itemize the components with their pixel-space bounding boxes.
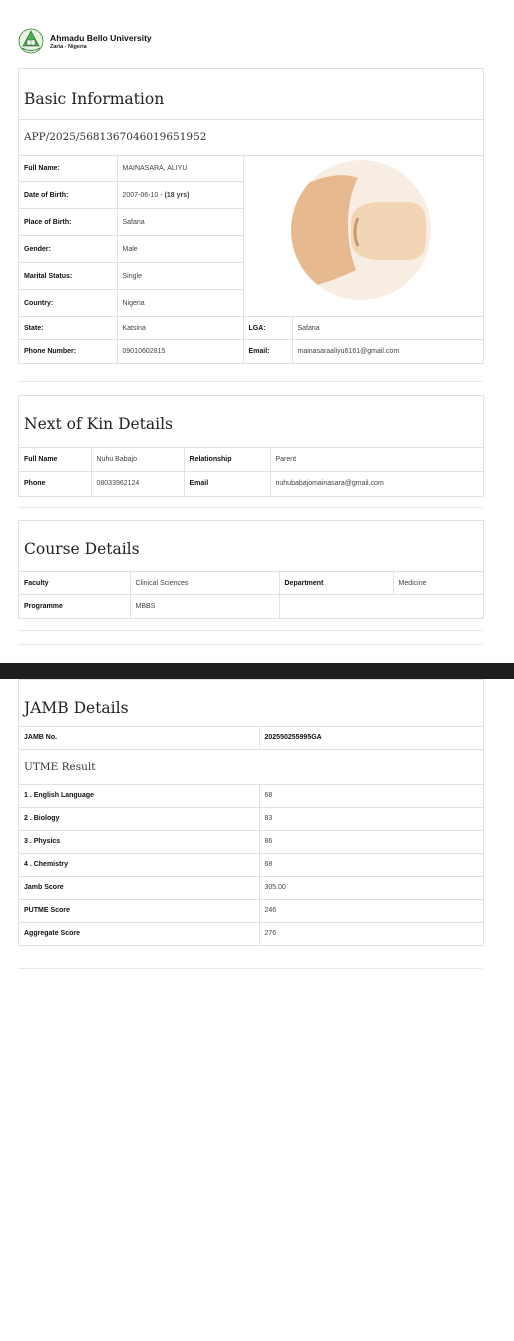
basic-information-table [19,155,483,363]
phone-number-value: 09010602815 [117,340,243,363]
section-divider [18,381,482,382]
full-name-label: Full Name: [19,156,117,182]
basic-information-title: Basic Information [24,90,165,108]
gender-label: Gender: [19,236,117,263]
email-label: Email: [243,340,292,363]
course-details-title: Course Details [24,540,140,558]
date-of-birth-date: 2007-06-10 - [122,191,165,199]
lga-label: LGA: [243,317,292,340]
passport-photo-placeholder-icon [286,160,436,300]
state-value: Katsina [117,317,243,340]
utme-result-title: UTME Result [19,749,483,784]
country-value: Nigeria [117,290,243,317]
utme-result-table [19,784,483,946]
jamb-number-label: JAMB No. [19,727,259,749]
faculty-value: Clinical Sciences [130,572,279,595]
phone-number-label: Phone Number: [19,340,117,363]
university-name: Ahmadu Bello University [50,33,152,43]
state-label: State: [19,317,117,340]
marital-status-label: Marital Status: [19,263,117,290]
result-label: Jamb Score [19,876,259,899]
age-value: (18 yrs) [164,191,190,199]
result-label: 1 . English Language [19,784,259,807]
course-details-card [18,520,484,619]
result-label: PUTME Score [19,899,259,922]
university-location: Zaria - Nigeria [50,44,87,50]
kin-email-label: Email [184,472,270,496]
document-page-2 [0,679,514,1341]
result-value: 68 [259,784,483,807]
place-of-birth-value: Safana [117,209,243,236]
lga-value: Safana [292,317,483,340]
country-label: Country: [19,290,117,317]
next-of-kin-title: Next of Kin Details [24,415,174,433]
programme-label: Programme [19,595,130,618]
passport-photo-cell [243,156,483,317]
section-divider [18,630,482,631]
result-value: 305.00 [259,876,483,899]
kin-full-name-value: Nuhu Babajo [91,448,184,472]
result-label: 3 . Physics [19,830,259,853]
department-label: Department [279,572,393,595]
gender-value: Male [117,236,243,263]
university-header [18,28,152,54]
application-number: APP/2025/5681367046019651952 [19,119,483,155]
empty-cell [279,595,483,618]
date-of-birth-label: Date of Birth: [19,182,117,209]
section-divider [18,644,482,645]
next-of-kin-table [19,447,483,496]
jamb-details-title: JAMB Details [24,699,129,717]
course-details-table [19,571,483,618]
section-divider [18,968,482,969]
result-value: 86 [259,830,483,853]
kin-relationship-label: Relationship [184,448,270,472]
kin-phone-value: 08033962124 [91,472,184,496]
kin-phone-label: Phone [19,472,91,496]
next-of-kin-card [18,395,484,497]
section-divider [18,507,482,508]
basic-information-card [18,68,484,364]
kin-full-name-label: Full Name [19,448,91,472]
jamb-details-card [18,679,484,946]
email-value: mainasaraaliyu6161@gmail.com [292,340,483,363]
jamb-number-table [19,726,483,749]
place-of-birth-label: Place of Birth: [19,209,117,236]
result-value: 68 [259,853,483,876]
programme-value: MBBS [130,595,279,618]
result-value: 246 [259,899,483,922]
document-page-1 [0,0,514,663]
result-label: 4 . Chemistry [19,853,259,876]
full-name-value: MAINASARA, ALIYU [117,156,243,182]
kin-email-value: nuhubabajomainasara@gmail.com [270,472,483,496]
jamb-number-value: 202550255995GA [259,727,483,749]
faculty-label: Faculty [19,572,130,595]
date-of-birth-value [117,182,243,209]
marital-status-value: Single [117,263,243,290]
result-value: 276 [259,922,483,945]
department-value: Medicine [393,572,483,595]
result-value: 83 [259,807,483,830]
result-label: Aggregate Score [19,922,259,945]
kin-relationship-value: Parent [270,448,483,472]
result-label: 2 . Biology [19,807,259,830]
university-logo-icon [18,28,44,54]
